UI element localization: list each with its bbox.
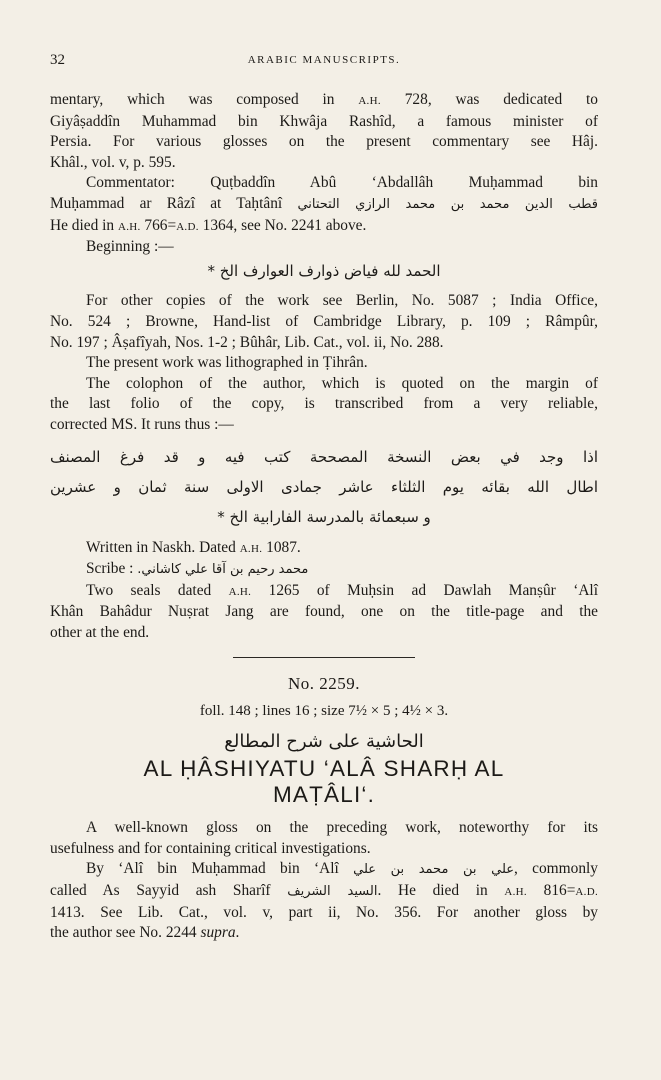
page-number: 32 bbox=[50, 52, 65, 68]
paragraph-copies bbox=[50, 291, 598, 353]
text-line: Two seals dated A.H. 1265 of Muḥsin ad Dawlah Manṣûr ‘Alî bbox=[86, 581, 598, 599]
text-line: the last folio of the copy, is transcribed from a very reliable, bbox=[50, 395, 598, 413]
text-line: the author see No. 2244 supra. bbox=[50, 924, 240, 942]
text-line: By ‘Alî bin Muḥammad bin ‘Alî علي بن محمد بن علي, commonly bbox=[86, 860, 598, 878]
scribe-line: Scribe : محمد رحيم بن آقا علي كاشاني. bbox=[86, 560, 309, 578]
text-line: other at the end. bbox=[50, 623, 150, 641]
text-line: 1413. See Lib. Cat., vol. v, part ii, No. 356. For another gloss by bbox=[50, 903, 598, 921]
beginning-arabic: الحمد لله فياض ذوارف العوارف الخ * bbox=[207, 261, 441, 280]
text-line: Khân Bahâdur Nuṣrat Jang are found, one on the title-page and the bbox=[50, 603, 598, 621]
beginning-label: Beginning :— bbox=[86, 238, 174, 256]
entry-collation: foll. 148 ; lines 16 ; size 7½ × 5 ; 4½ × 3. bbox=[199, 703, 449, 720]
arabic-line: و سبعمائة بالمدرسة الفارابية الخ * bbox=[217, 507, 431, 526]
text-line: No. 197 ; Âṣafîyah, Nos. 1-2 ; Bûhâr, Lib. Cat., vol. ii, No. 288. bbox=[50, 333, 444, 351]
paragraph-commentator bbox=[50, 173, 598, 237]
paragraph-author bbox=[50, 859, 598, 943]
entry-number: No. 2259. bbox=[287, 674, 361, 694]
paragraph-seals bbox=[50, 581, 598, 644]
text-line: usefulness and for containing critical investigations. bbox=[50, 839, 371, 857]
paragraph-colophon-intro bbox=[50, 374, 598, 436]
arabic-line: اطال الله بقائه يوم الثلثاء عاشر جمادى الاولى سنة ثمان و عشرين bbox=[50, 477, 598, 496]
written-line: Written in Naskh. Dated A.H. 1087. bbox=[86, 538, 301, 556]
text-line: No. 524 ; Browne, Hand-list of Cambridge Library, p. 109 ; Râmpûr, bbox=[50, 312, 598, 330]
text-line: called As Sayyid ash Sharîf السيد الشريف. He died in A.H. 816=A.D. bbox=[50, 882, 598, 900]
text-line: The colophon of the author, which is quoted on the margin of bbox=[86, 374, 598, 392]
text-line: Commentator: Quṭbaddîn Abû ‘Abdallâh Muḥammad bin bbox=[86, 174, 598, 192]
paragraph-commentary bbox=[50, 90, 598, 173]
page-body bbox=[50, 90, 598, 944]
colophon-arabic bbox=[50, 442, 598, 532]
section-divider bbox=[233, 657, 415, 658]
text-line: For other copies of the work see Berlin, No. 5087 ; India Office, bbox=[86, 292, 598, 310]
page-header bbox=[50, 52, 598, 72]
text-line: Muḥammad ar Râzî at Taḥtânî قطب الدين محمد بن محمد الرازي التحتاني bbox=[50, 194, 598, 212]
paragraph-description bbox=[50, 818, 598, 859]
text-line: A well-known gloss on the preceding work, noteworthy for its bbox=[86, 819, 598, 837]
text-line: mentary, which was composed in A.H. 728, was dedicated to bbox=[50, 91, 598, 108]
arabic-line: اذا وجد في بعض النسخة المصححة كتب فيه و قد فرغ المصنف bbox=[50, 447, 598, 466]
text-line: He died in A.H. 766=A.D. 1364, see No. 2241 above. bbox=[50, 216, 367, 234]
running-title: ARABIC MANUSCRIPTS. bbox=[247, 54, 401, 66]
entry-arabic-title: الحاشية على شرح المطالع bbox=[224, 730, 424, 752]
text-line: Persia. For various glosses on the present commentary see Hâj. bbox=[50, 133, 598, 151]
text-line: corrected MS. It runs thus :— bbox=[50, 415, 234, 433]
entry-title: AL ḤÂSHIYATU ‘ALÂ SHARḤ AL MAṬÂLI‘. bbox=[143, 756, 505, 808]
text-line: Giyâṣaddîn Muhammad bin Khwâja Rashîd, a famous minister of bbox=[50, 112, 598, 130]
paragraph-lithographed: The present work was lithographed in Ṭihrân. bbox=[86, 354, 368, 372]
text-line: Khâl., vol. v, p. 595. bbox=[50, 153, 176, 171]
